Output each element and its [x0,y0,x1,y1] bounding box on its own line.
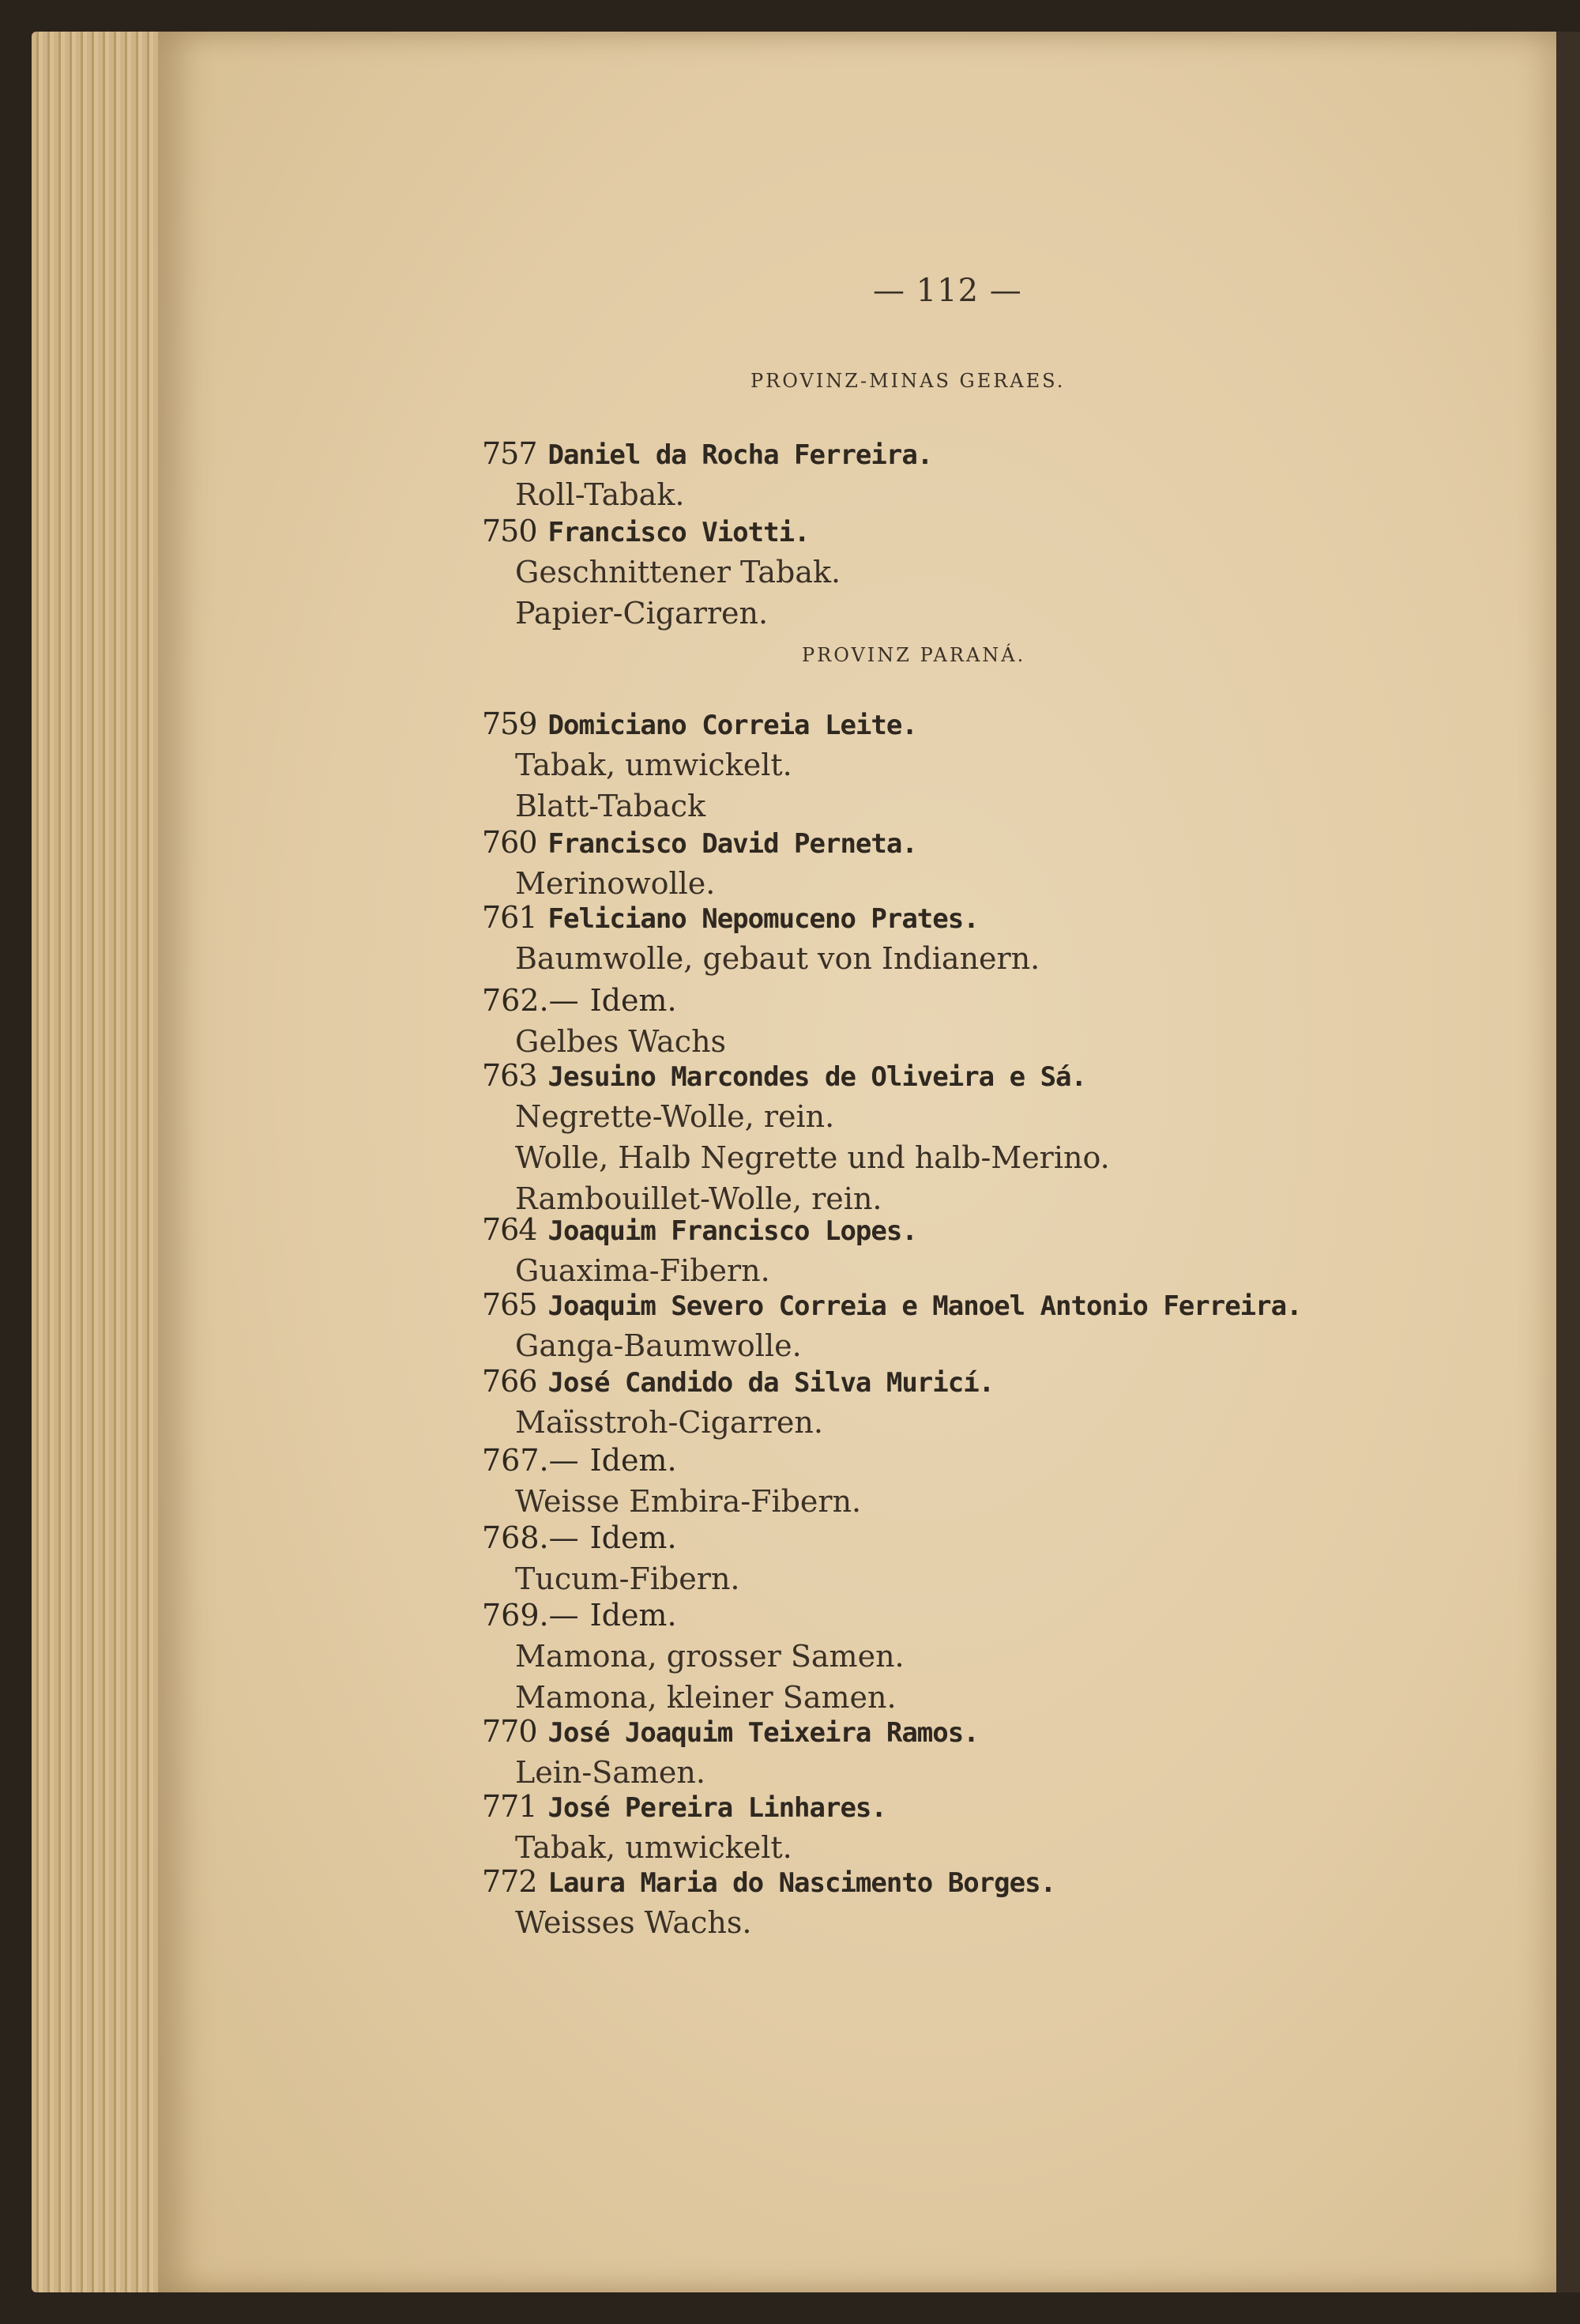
entry-line: Wolle, Halb Negrette und halb-Merino. [515,1140,1110,1175]
entry-title: 772 Laura Maria do Nascimento Borges. [482,1864,1056,1899]
entry-760 [482,822,917,904]
entry-line: Maïsstroh-Cigarren. [515,1405,823,1440]
entry-757 [482,433,932,515]
entry-line: Tucum-Fibern. [515,1561,740,1596]
page-number: — 112 — [873,273,1022,309]
entry-title: 750 Francisco Viotti. [482,514,810,548]
entry-title: 761 Feliciano Nepomuceno Prates. [482,900,979,935]
entry-title: 770 José Joaquim Teixeira Ramos. [482,1714,979,1749]
entry-761 [482,897,1040,979]
facing-page-edge [1556,32,1580,2292]
entry-line: Lein-Samen. [515,1755,705,1790]
entry-767 [482,1440,861,1522]
entry-771 [482,1786,886,1868]
entry-line: Gelbes Wachs [515,1024,727,1059]
entry-title: 766 José Candido da Silva Muricí. [482,1364,995,1399]
entry-title: 763 Jesuino Marcondes de Oliveira e Sá. [482,1058,1086,1093]
entry-750 [482,510,841,634]
entry-title: 762.— Idem. [482,983,677,1018]
entry-759 [482,703,917,827]
entry-line: Baumwolle, gebaut von Indianern. [515,941,1040,976]
entry-title: 768.— Idem. [482,1520,677,1555]
entry-line: Blatt-Taback [515,789,706,823]
entry-line: Guaxima-Fibern. [515,1253,770,1288]
entry-title: 764 Joaquim Francisco Lopes. [482,1212,917,1247]
entry-line: Weisses Wachs. [515,1905,752,1940]
entry-line: Merinowolle. [515,866,716,901]
entry-line: Mamona, kleiner Samen. [515,1680,897,1715]
entry-title: 759 Domiciano Correia Leite. [482,706,917,741]
entry-770 [482,1711,979,1793]
entry-title: 760 Francisco David Perneta. [482,825,917,860]
entry-line: Mamona, grosser Samen. [515,1639,905,1674]
entry-line: Tabak, umwickelt. [515,748,792,782]
entry-764 [482,1209,917,1291]
entry-line: Rambouillet-Wolle, rein. [515,1181,882,1216]
entry-762 [482,980,726,1062]
entry-title: 769.— Idem. [482,1598,677,1633]
entry-765 [482,1284,1302,1366]
entry-766 [482,1361,994,1443]
entry-title: 765 Joaquim Severo Correia e Manoel Antonio Ferreira. [482,1287,1302,1322]
entry-line: Papier-Cigarren. [515,596,769,631]
section-heading-parana: PROVINZ PARANÁ. [802,644,1026,666]
entry-772 [482,1861,1055,1943]
entry-line: Ganga-Baumwolle. [515,1328,802,1363]
entry-line: Weisse Embira-Fibern. [515,1484,862,1519]
entry-line: Geschnittener Tabak. [515,555,841,589]
entry-768 [482,1517,740,1599]
entry-title: 757 Daniel da Rocha Ferreira. [482,436,933,471]
entry-line: Tabak, umwickelt. [515,1830,792,1865]
entry-769 [482,1595,905,1718]
entry-763 [482,1055,1110,1219]
entry-line: Negrette-Wolle, rein. [515,1099,835,1134]
entry-line: Roll-Tabak. [515,477,685,512]
entry-title: 771 José Pereira Linhares. [482,1789,886,1824]
section-heading-minas-geraes: PROVINZ-MINAS GERAES. [750,370,1066,392]
entry-title: 767.— Idem. [482,1443,677,1478]
